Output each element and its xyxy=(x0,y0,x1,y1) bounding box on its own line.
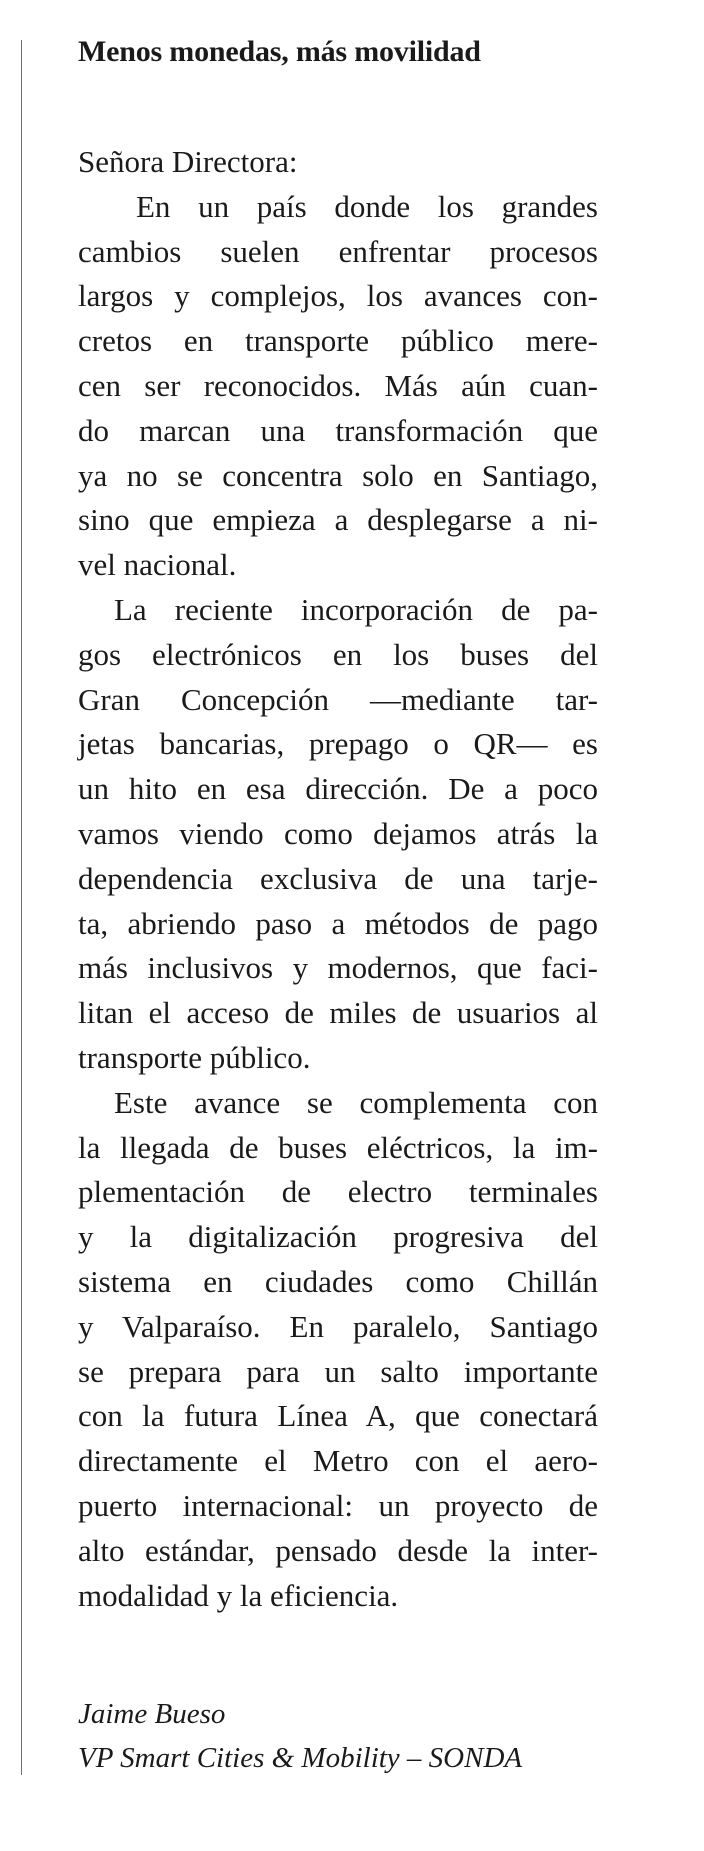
letter-to-editor xyxy=(78,30,598,1780)
paragraph-line: ta, abriendo paso a métodos de pago xyxy=(78,905,598,941)
paragraph-line: directamente el Metro con el aero- xyxy=(78,1443,598,1479)
paragraph-line: sistema en ciudades como Chillán xyxy=(78,1263,598,1299)
paragraph-line: puerto internacional: un proyecto de xyxy=(78,1487,598,1523)
paragraph-line: litan el acceso de miles de usuarios al xyxy=(78,995,598,1031)
paragraph-line: alto estándar, pensado desde la inter- xyxy=(78,1532,598,1568)
paragraph-line: vamos viendo como dejamos atrás la xyxy=(78,815,598,851)
letter-paragraph-1 xyxy=(78,185,598,588)
paragraph-line: gos electrónicos en los buses del xyxy=(78,636,598,672)
paragraph-line: más inclusivos y modernos, que faci- xyxy=(78,950,598,986)
paragraph-line: y la digitalización progresiva del xyxy=(78,1219,598,1255)
letter-headline: Menos monedas, más movilidad xyxy=(78,35,481,68)
paragraph-line: cen ser reconocidos. Más aún cuan- xyxy=(78,367,598,403)
author-title: VP Smart Cities & Mobility – SONDA xyxy=(78,1742,523,1775)
paragraph-line: con la futura Línea A, que conectará xyxy=(78,1398,598,1434)
paragraph-line: largos y complejos, los avances con- xyxy=(78,278,598,314)
column-rule xyxy=(21,40,22,1775)
paragraph-line: dependencia exclusiva de una tarje- xyxy=(78,860,598,896)
paragraph-line: ya no se concentra solo en Santiago, xyxy=(78,457,598,493)
paragraph-line: transporte público. xyxy=(78,1039,311,1075)
letter-paragraph-3 xyxy=(78,1081,598,1619)
letter-paragraph-2 xyxy=(78,588,598,1081)
paragraph-line: vel nacional. xyxy=(78,547,237,583)
paragraph-line: Este avance se complementa con xyxy=(114,1084,598,1120)
paragraph-line: jetas bancarias, prepago o QR— es xyxy=(78,726,598,762)
paragraph-line: se prepara para un salto importante xyxy=(78,1353,598,1389)
paragraph-line: En un país donde los grandes xyxy=(136,188,598,224)
author-name: Jaime Bueso xyxy=(78,1698,226,1731)
paragraph-line: plementación de electro terminales xyxy=(78,1174,598,1210)
paragraph-line: La reciente incorporación de pa- xyxy=(114,591,598,627)
paragraph-line: cretos en transporte público mere- xyxy=(78,323,598,359)
paragraph-line: do marcan una transformación que xyxy=(78,412,598,448)
paragraph-line: un hito en esa dirección. De a poco xyxy=(78,771,598,807)
paragraph-line: sino que empieza a desplegarse a ni- xyxy=(78,502,598,538)
paragraph-line: modalidad y la eficiencia. xyxy=(78,1577,399,1613)
letter-salutation: Señora Directora: xyxy=(78,144,298,179)
paragraph-line: Gran Concepción —mediante tar- xyxy=(78,681,598,717)
paragraph-line: la llegada de buses eléctricos, la im- xyxy=(78,1129,598,1165)
letter-signature xyxy=(78,1692,598,1780)
paragraph-line: y Valparaíso. En paralelo, Santiago xyxy=(78,1308,598,1344)
paragraph-line: cambios suelen enfrentar procesos xyxy=(78,233,598,269)
